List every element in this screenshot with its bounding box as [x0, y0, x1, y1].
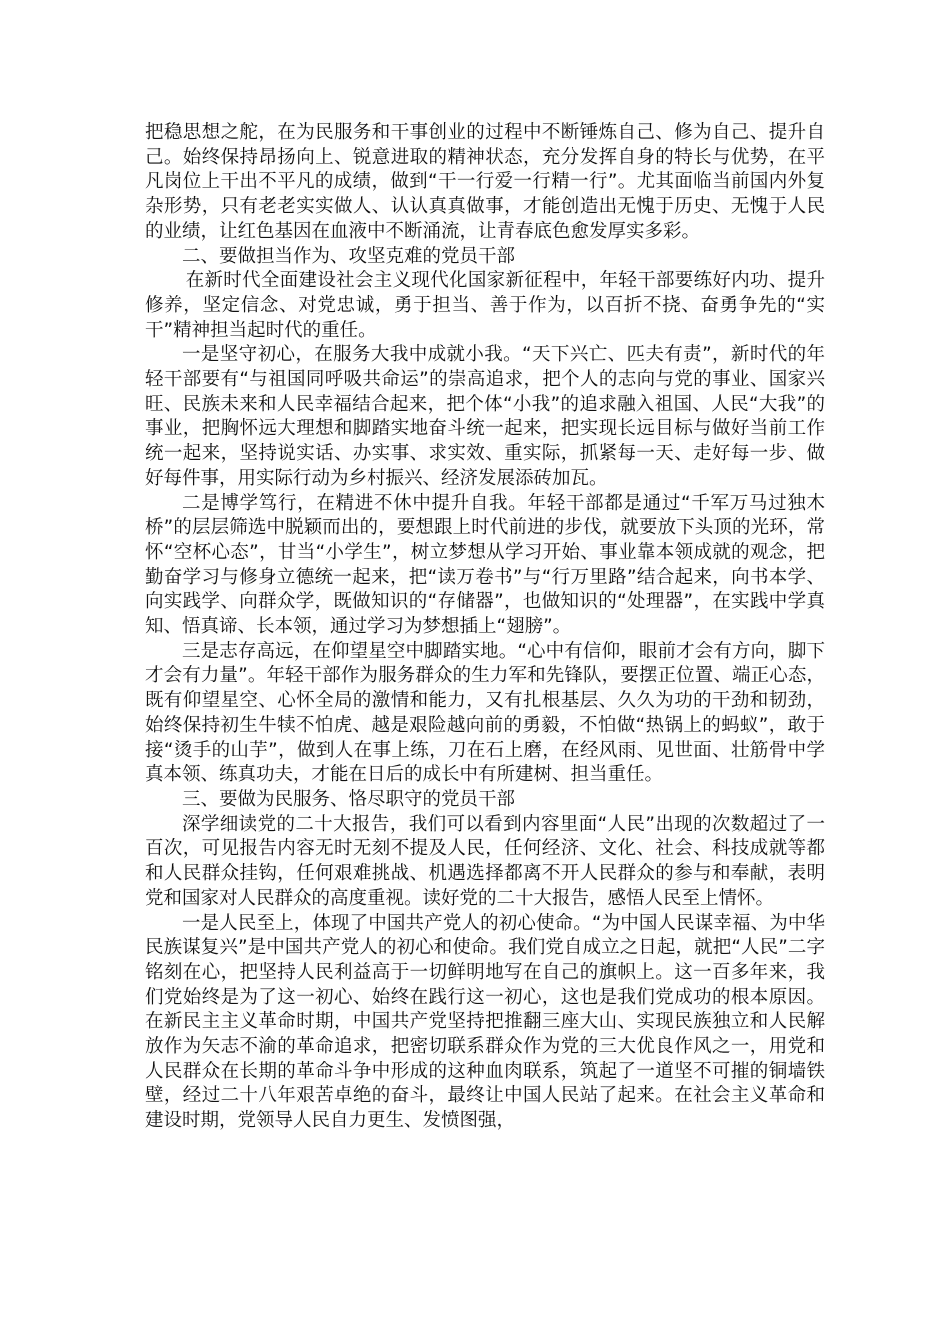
- paragraph-section-3-intro: 深学细读党的二十大报告，我们可以看到内容里面“人民”出现的次数超过了一百次，可见报告内容无时无刻不提及人民，任何经济、文化、社会、科技成就等都和人民群众挂钩，任何艰难挑战、机遇选择都离不开人民群众的参与和奉献，表明党和国家对人民群众的高度重视。读好党的二十大报告，感悟人民至上情怀。: [145, 813, 825, 909]
- document-body: [145, 121, 825, 1134]
- section-heading-3: 三、要做为民服务、恪尽职守的党员干部: [182, 788, 516, 810]
- paragraph-point-2: 二是博学笃行，在精进不休中提升自我。年轻干部都是通过“千军万马过独木桥”的层层筛选中脱颖而出的，要想跟上时代前进的步伐，就要放下头顶的光环，常怀“空杯心态”，甘当“小学生”，树立梦想从学习开始、事业靠本领成就的观念，把勤奋学习与修身立德统一起来，把“读万卷书”与“行万里路”结合起来，向书本学、向实践学、向群众学，既做知识的“存储器”，也做知识的“处理器”，在实践中学真知、悟真谛、长本领，通过学习为梦想插上“翅膀”。: [145, 492, 825, 638]
- paragraph-point-3: 三是志存高远，在仰望星空中脚踏实地。“心中有信仰，眼前才会有方向，脚下才会有力量”。年轻干部作为服务群众的生力军和先锋队，要摆正位置、端正心态，既有仰望星空、心怀全局的激情和能力，又有扎根基层、久久为功的干劲和韧劲，始终保持初生牛犊不怕虎、越是艰险越向前的勇毅，不怕做“热锅上的蚂蚁”，敢于接“烫手的山芋”，做到人在事上练，刀在石上磨，在经风雨、见世面、壮筋骨中学真本领、练真功夫，才能在日后的成长中有所建树、担当重任。: [145, 640, 825, 786]
- paragraph-continuation: 把稳思想之舵，在为民服务和干事创业的过程中不断锤炼自己、修为自己、提升自己。始终保持昂扬向上、锐意进取的精神状态，充分发挥自身的特长与优势，在平凡岗位上干出不平凡的成绩，做到“干一行爱一行精一行”。尤其面临当前国内外复杂形势，只有老老实实做人、认认真真做事，才能创造出无愧于历史、无愧于人民的业绩，让红色基因在血液中不断涌流，让青春底色愈发厚实多彩。: [145, 122, 825, 242]
- paragraph-section-2-intro: 在新时代全面建设社会主义现代化国家新征程中，年轻干部要练好内功、提升修养，坚定信念、对党忠诚，勇于担当、善于作为，以百折不挠、奋勇争先的“实干”精神担当起时代的重任。: [145, 270, 825, 341]
- paragraph-people-first: 一是人民至上，体现了中国共产党人的初心使命。“为中国人民谋幸福、为中华民族谋复兴”是中国共产党人的初心和使命。我们党自成立之日起，就把“人民”二字铭刻在心，把坚持人民利益高于一切鲜明地写在自己的旗帜上。这一百多年来，我们党始终是为了这一初心、始终在践行这一初心，这也是我们党成功的根本原因。在新民主主义革命时期，中国共产党坚持把推翻三座大山、实现民族独立和人民解放作为矢志不渝的革命追求，把密切联系群众作为党的三大优良作风之一，用党和人民群众在长期的革命斗争中形成的这种血肉联系，筑起了一道坚不可摧的铜墙铁壁，经过二十八年艰苦卓绝的奋斗，最终让中国人民站了起来。在社会主义革命和建设时期，党领导人民自力更生、发愤图强，: [145, 912, 825, 1132]
- paragraph-point-1: 一是坚守初心，在服务大我中成就小我。“天下兴亡、匹夫有责”，新时代的年轻干部要有“与祖国同呼吸共命运”的崇高追求，把个人的志向与党的事业、国家兴旺、民族未来和人民幸福结合起来，把个体“小我”的追求融入祖国、人民“大我”的事业，把胸怀远大理想和脚踏实地奋斗统一起来，把实现长远目标与做好当前工作统一起来，坚持说实话、办实事、求实效、重实际，抓紧每一天、走好每一步、做好每件事，用实际行动为乡村振兴、经济发展添砖加瓦。: [145, 344, 825, 489]
- section-heading-2: 二、要做担当作为、攻坚克难的党员干部: [182, 245, 516, 267]
